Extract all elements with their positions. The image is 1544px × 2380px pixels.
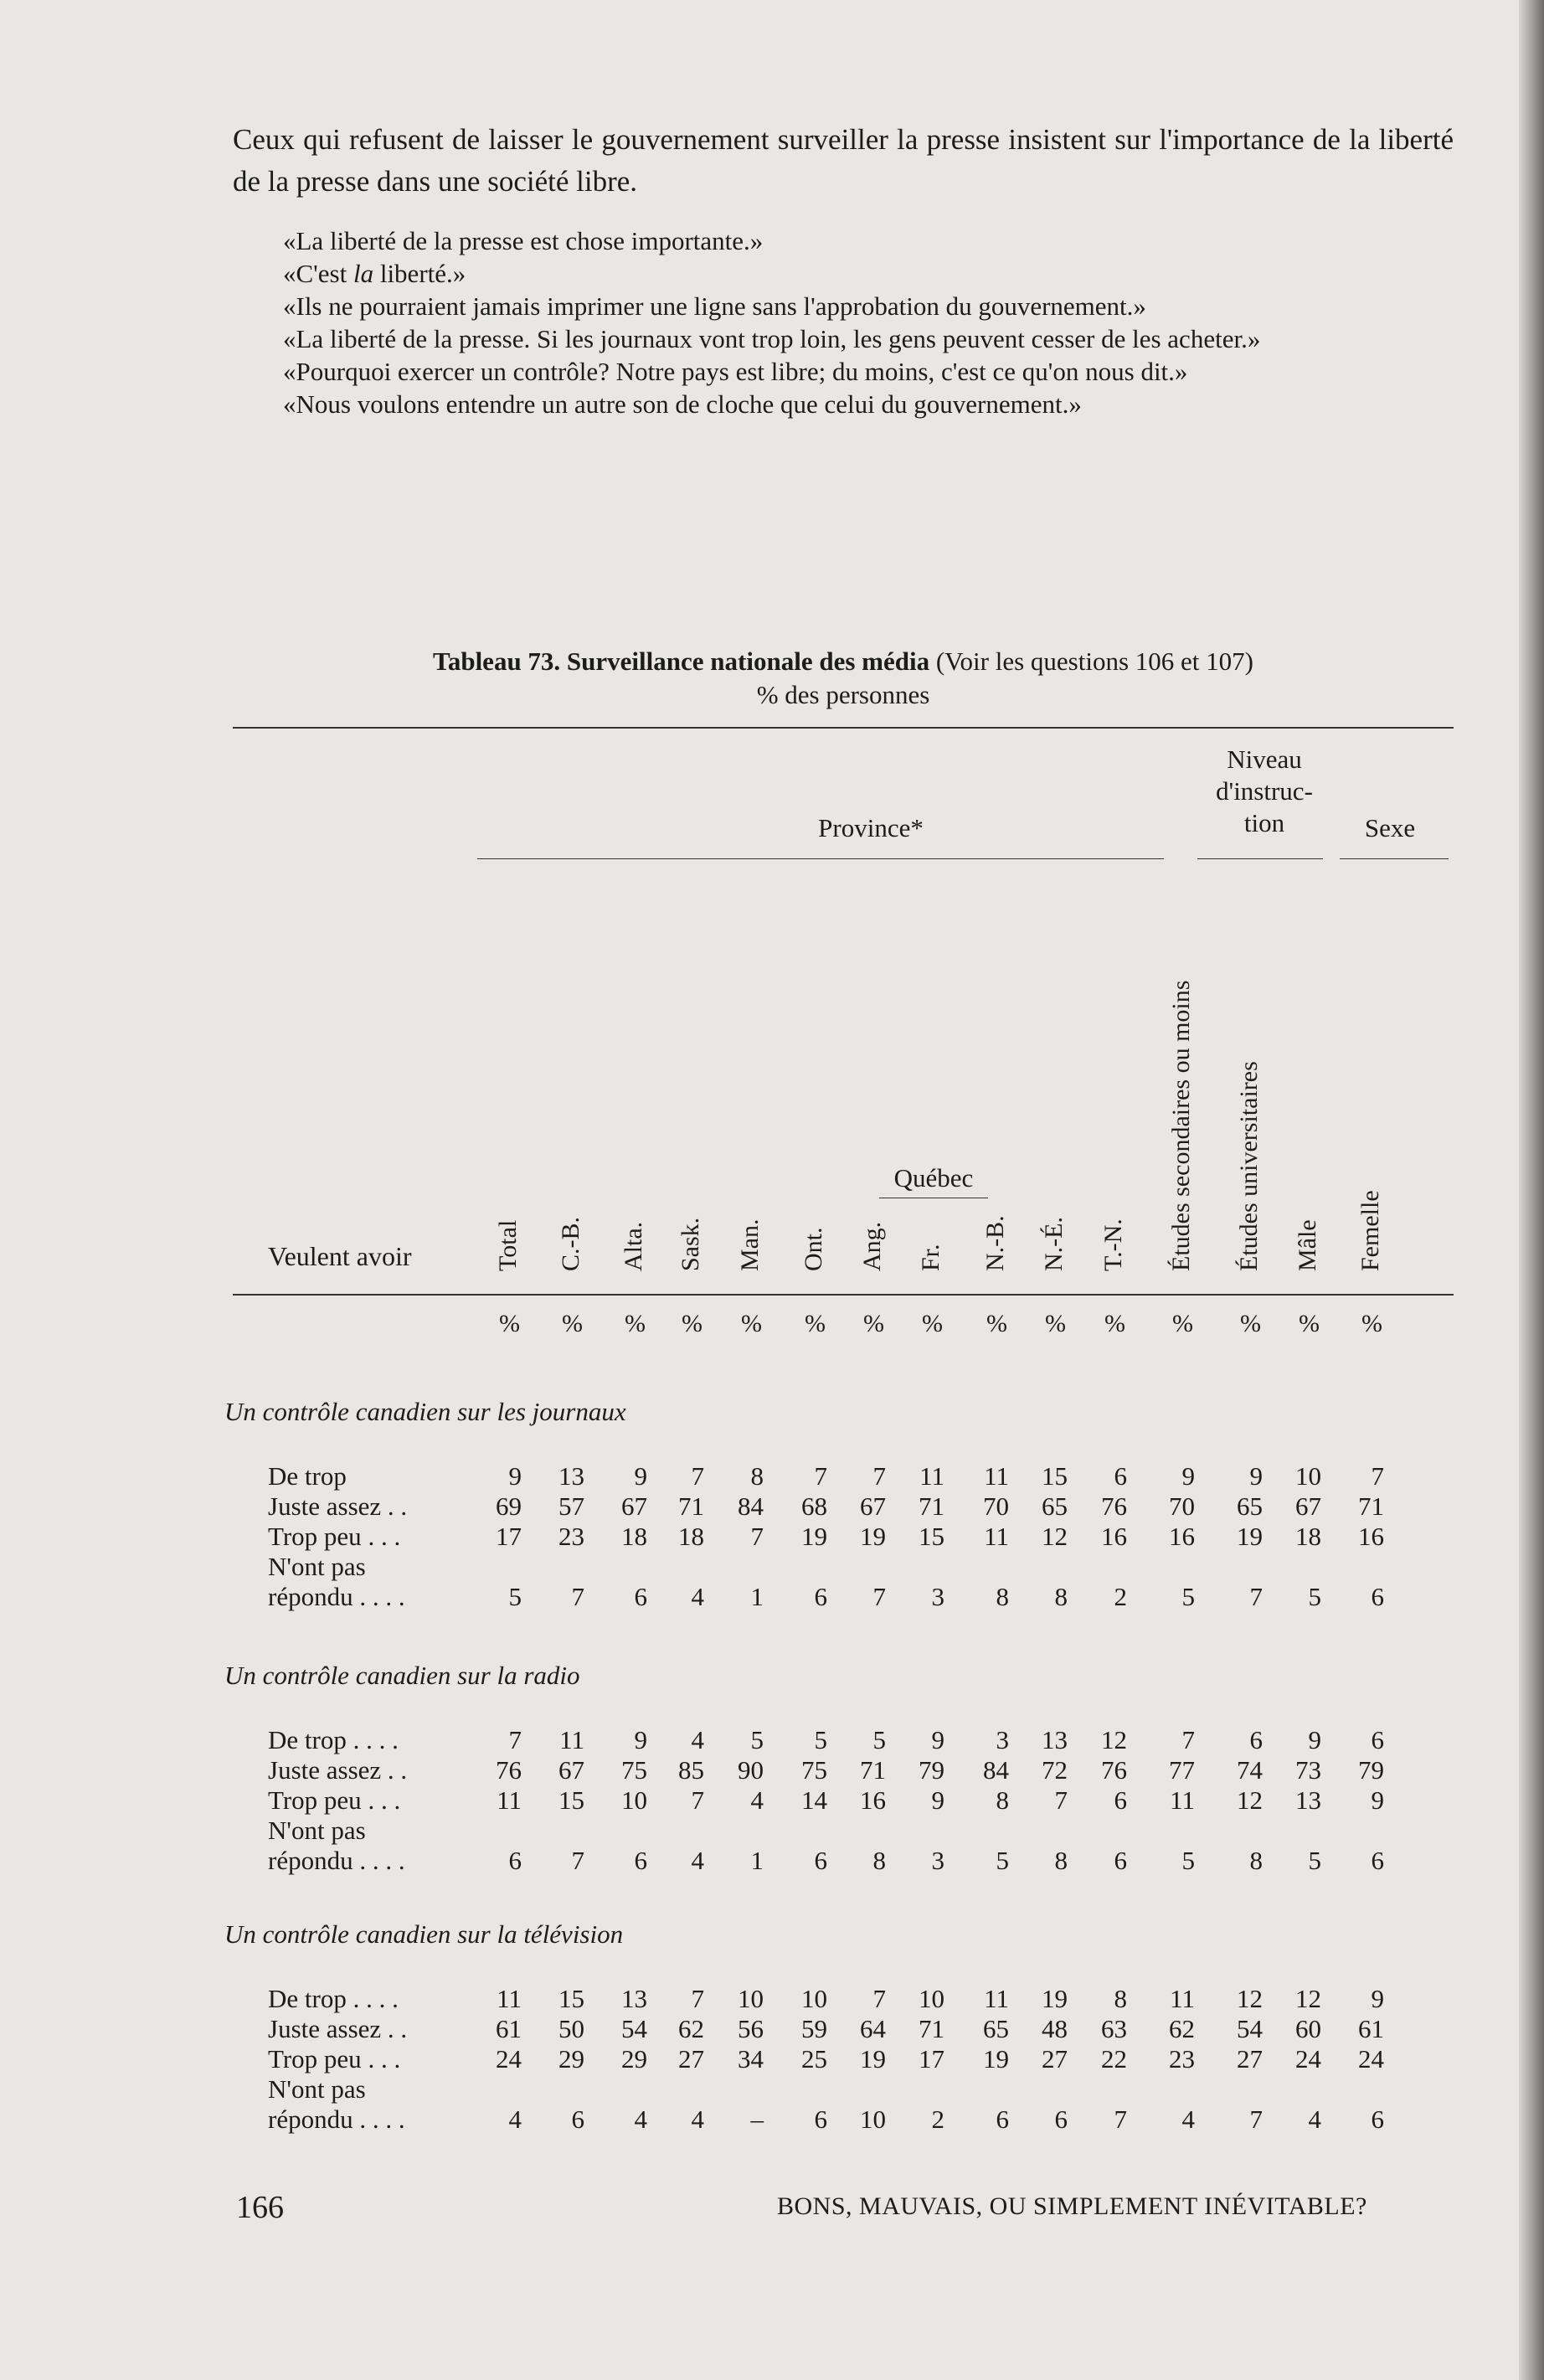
table-cell: 56 bbox=[738, 2014, 764, 2043]
row-label-dots: . . . bbox=[361, 1522, 401, 1551]
table-cell: 34 bbox=[738, 2044, 764, 2073]
section-title: Un contrôle canadien sur la radio bbox=[224, 1661, 580, 1690]
table-cell: 72 bbox=[1042, 1755, 1068, 1785]
row-label-text: De trop bbox=[268, 1725, 347, 1754]
table-cell: 13 bbox=[558, 1461, 584, 1491]
row-label bbox=[268, 1816, 366, 1846]
table-cell: 3 bbox=[996, 1725, 1009, 1754]
table-cell: 11 bbox=[984, 1522, 1009, 1551]
table-cell: 10 bbox=[738, 1984, 764, 2013]
table-cell: 90 bbox=[738, 1755, 764, 1785]
percent-sign: % bbox=[741, 1310, 762, 1337]
table-cell: 9 bbox=[1308, 1725, 1321, 1754]
table-cell: 5 bbox=[1308, 1582, 1321, 1611]
percent-sign: % bbox=[1045, 1310, 1066, 1337]
table-cell: 11 bbox=[1170, 1785, 1195, 1815]
table-cell: 76 bbox=[1101, 1755, 1127, 1785]
row-label bbox=[268, 1785, 400, 1816]
column-header: Total bbox=[494, 1219, 522, 1271]
table-cell: 71 bbox=[1358, 1491, 1384, 1521]
table-cell: 6 bbox=[508, 1846, 522, 1875]
intro-paragraph: Ceux qui refusent de laisser le gouvernement surveiller la presse insistent sur l'importance de la liberté de la presse dans une société libre. bbox=[233, 123, 1454, 198]
sex-group-header: Sexe bbox=[1364, 813, 1416, 842]
table-cell: 19 bbox=[1042, 1984, 1068, 2013]
table-cell: 5 bbox=[814, 1725, 827, 1754]
section-title: Un contrôle canadien sur les journaux bbox=[224, 1397, 626, 1426]
table-cell: 17 bbox=[496, 1522, 522, 1551]
row-label-text: De trop bbox=[268, 1461, 347, 1491]
table-cell: 67 bbox=[860, 1491, 886, 1521]
row-label-dots: . . . . bbox=[353, 1582, 405, 1611]
table-cell: 15 bbox=[558, 1785, 584, 1815]
table-cell: 11 bbox=[559, 1725, 584, 1754]
table-cell: 1 bbox=[750, 1582, 764, 1611]
table-cell: 11 bbox=[497, 1785, 522, 1815]
row-label-text: répondu bbox=[268, 2104, 353, 2134]
table-cell: 9 bbox=[1371, 1785, 1384, 1815]
table-cell: 29 bbox=[621, 2044, 647, 2073]
row-label bbox=[268, 2104, 405, 2135]
row-label bbox=[268, 1491, 407, 1522]
table-cell: 67 bbox=[558, 1755, 584, 1785]
table-title: Tableau 73. Surveillance nationale des média bbox=[433, 647, 930, 676]
table-cell: 4 bbox=[508, 2104, 522, 2134]
table-cell: 8 bbox=[1249, 1846, 1263, 1875]
table-cell: 9 bbox=[1249, 1461, 1263, 1491]
table-cell: 4 bbox=[691, 1582, 704, 1611]
table-cell: 70 bbox=[1169, 1491, 1195, 1521]
percent-sign: % bbox=[682, 1310, 703, 1337]
row-label-text: De trop bbox=[268, 1984, 347, 2013]
table-cell: 13 bbox=[1295, 1785, 1321, 1815]
table-cell: 25 bbox=[801, 2044, 827, 2073]
table-cell: 10 bbox=[621, 1785, 647, 1815]
table-cell: 8 bbox=[1114, 1984, 1127, 2013]
table-cell: 3 bbox=[931, 1846, 944, 1875]
table-cell: 4 bbox=[691, 1725, 704, 1754]
table-cell: 75 bbox=[801, 1755, 827, 1785]
table-cell: 9 bbox=[1371, 1984, 1384, 2013]
row-label-text: N'ont pas bbox=[268, 1816, 366, 1845]
table-cell: 16 bbox=[1169, 1522, 1195, 1551]
page-number: 166 bbox=[236, 2190, 284, 2225]
table-cell: 9 bbox=[1181, 1461, 1195, 1491]
table-cell: 6 bbox=[1114, 1785, 1127, 1815]
row-label-text: Trop peu bbox=[268, 2044, 362, 2073]
table-cell: 4 bbox=[691, 2104, 704, 2134]
table-cell: 79 bbox=[1358, 1755, 1384, 1785]
table-cell: 9 bbox=[634, 1461, 647, 1491]
table-cell: 5 bbox=[996, 1846, 1009, 1875]
table-cell: 5 bbox=[750, 1725, 764, 1754]
row-label-text: répondu bbox=[268, 1582, 353, 1611]
row-label bbox=[268, 1552, 366, 1582]
education-header-line2: d'instruc- bbox=[1216, 776, 1313, 806]
table-cell: 16 bbox=[1358, 1522, 1384, 1551]
table-cell: 62 bbox=[678, 2014, 704, 2043]
table-cell: 74 bbox=[1237, 1755, 1263, 1785]
table-cell: 27 bbox=[678, 2044, 704, 2073]
table-cell: 17 bbox=[919, 2044, 944, 2073]
table-cell: 8 bbox=[750, 1461, 764, 1491]
table-cell: 7 bbox=[814, 1461, 827, 1491]
table-cell: 67 bbox=[1295, 1491, 1321, 1521]
percent-sign: % bbox=[1240, 1310, 1261, 1337]
table-cell: 6 bbox=[1371, 2104, 1384, 2134]
row-label-dots: . . . bbox=[361, 2044, 401, 2073]
table-cell: 8 bbox=[996, 1785, 1009, 1815]
percent-sign: % bbox=[1104, 1310, 1125, 1337]
table-subtitle: % des personnes bbox=[756, 680, 930, 709]
table-cell: 76 bbox=[1101, 1491, 1127, 1521]
quote-1: «La liberté de la presse est chose importante.» bbox=[283, 226, 764, 255]
row-label-text: Juste assez bbox=[268, 1755, 382, 1785]
quebec-group-header: Québec bbox=[893, 1163, 974, 1193]
row-label-text: répondu bbox=[268, 1846, 353, 1875]
table-cell: 54 bbox=[1237, 2014, 1263, 2043]
table-cell: 7 bbox=[1249, 1582, 1263, 1611]
table-cell: 7 bbox=[750, 1522, 764, 1551]
table-cell: 7 bbox=[691, 1461, 704, 1491]
row-label-text: Juste assez bbox=[268, 1491, 382, 1521]
table-cell: 16 bbox=[860, 1785, 886, 1815]
row-label-dots: . . . bbox=[361, 1785, 401, 1815]
table-cell: 10 bbox=[801, 1984, 827, 2013]
table-cell: 73 bbox=[1295, 1755, 1321, 1785]
table-cell: 48 bbox=[1042, 2014, 1068, 2043]
table-cell: 7 bbox=[691, 1984, 704, 2013]
running-title: BONS, MAUVAIS, OU SIMPLEMENT INÉVITABLE? bbox=[777, 2192, 1367, 2220]
table-cell: 7 bbox=[508, 1725, 522, 1754]
table-cell: 19 bbox=[860, 1522, 886, 1551]
percent-sign: % bbox=[1172, 1310, 1193, 1337]
row-label bbox=[268, 1725, 399, 1755]
row-label-text: Trop peu bbox=[268, 1522, 362, 1551]
table-cell: 8 bbox=[872, 1846, 886, 1875]
table-cell: 6 bbox=[571, 2104, 584, 2134]
table-cell: 65 bbox=[983, 2014, 1009, 2043]
row-label-text: N'ont pas bbox=[268, 2074, 366, 2104]
table-cell: 5 bbox=[1181, 1846, 1195, 1875]
table-cell: 7 bbox=[872, 1461, 886, 1491]
quote-2: «C'est la liberté.» bbox=[283, 259, 466, 288]
table-cell: 50 bbox=[558, 2014, 584, 2043]
table-cell: 57 bbox=[558, 1491, 584, 1521]
table-cell: 6 bbox=[1054, 2104, 1068, 2134]
table-cell: 11 bbox=[497, 1984, 522, 2013]
percent-sign: % bbox=[1361, 1310, 1382, 1337]
table-cell: 7 bbox=[1371, 1461, 1384, 1491]
table-cell: 84 bbox=[983, 1755, 1009, 1785]
table-cell: 7 bbox=[1181, 1725, 1195, 1754]
row-label bbox=[268, 2014, 407, 2044]
table-cell: 63 bbox=[1101, 2014, 1127, 2043]
table-title-note: (Voir les questions 106 et 107) bbox=[935, 647, 1253, 676]
table-cell: 12 bbox=[1237, 1785, 1263, 1815]
percent-sign: % bbox=[805, 1310, 826, 1337]
table-cell: 16 bbox=[1101, 1522, 1127, 1551]
column-header: Études secondaires ou moins bbox=[1167, 980, 1195, 1271]
table-cell: 9 bbox=[931, 1725, 944, 1754]
table-cell: 27 bbox=[1237, 2044, 1263, 2073]
percent-sign: % bbox=[922, 1310, 943, 1337]
column-header: Man. bbox=[736, 1218, 764, 1271]
table-cell: 29 bbox=[558, 2044, 584, 2073]
table-cell: 71 bbox=[919, 2014, 944, 2043]
province-group-header: Province* bbox=[818, 813, 924, 842]
table-cell: 4 bbox=[750, 1785, 764, 1815]
row-label bbox=[268, 1461, 347, 1491]
row-label bbox=[268, 1582, 405, 1612]
column-header: N.-É. bbox=[1040, 1217, 1068, 1271]
table-header-rule bbox=[233, 1294, 1454, 1296]
table-cell: 14 bbox=[801, 1785, 827, 1815]
table-cell: 84 bbox=[738, 1491, 764, 1521]
row-label bbox=[268, 2044, 400, 2074]
table-cell: 6 bbox=[634, 1582, 647, 1611]
province-group-rule bbox=[477, 858, 1164, 859]
row-label-text: Juste assez bbox=[268, 2014, 382, 2043]
column-header: Sask. bbox=[677, 1217, 704, 1271]
table-cell: 65 bbox=[1042, 1491, 1068, 1521]
percent-sign: % bbox=[1299, 1310, 1320, 1337]
table-cell: 22 bbox=[1101, 2044, 1127, 2073]
table-cell: 7 bbox=[1114, 2104, 1127, 2134]
quote-3: «Ils ne pourraient jamais imprimer une ligne sans l'approbation du gouvernement.» bbox=[283, 291, 1146, 321]
table-cell: 6 bbox=[634, 1846, 647, 1875]
table-cell: 9 bbox=[931, 1785, 944, 1815]
table-cell: 4 bbox=[634, 2104, 647, 2134]
row-label bbox=[268, 1846, 405, 1876]
table-cell: 6 bbox=[814, 1846, 827, 1875]
quotes-block bbox=[283, 224, 1372, 420]
table-cell: 12 bbox=[1101, 1725, 1127, 1754]
row-label-dots: . . bbox=[381, 2014, 408, 2043]
table-cell: 5 bbox=[508, 1582, 522, 1611]
table-cell: 19 bbox=[801, 1522, 827, 1551]
row-label-text: Trop peu bbox=[268, 1785, 362, 1815]
table-cell: 5 bbox=[1181, 1582, 1195, 1611]
quote-4: «La liberté de la presse. Si les journaux vont trop loin, les gens peuvent cesser de les acheter.» bbox=[283, 324, 1261, 353]
row-header: Veulent avoir bbox=[268, 1241, 412, 1271]
table-cell: 12 bbox=[1295, 1984, 1321, 2013]
row-label bbox=[268, 1984, 399, 2014]
table-cell: 12 bbox=[1042, 1522, 1068, 1551]
table-cell: 6 bbox=[1249, 1725, 1263, 1754]
sex-group-rule bbox=[1340, 858, 1449, 859]
table-cell: 10 bbox=[919, 1984, 944, 2013]
table-cell: 65 bbox=[1237, 1491, 1263, 1521]
table-cell: 85 bbox=[678, 1755, 704, 1785]
table-cell: 7 bbox=[571, 1846, 584, 1875]
table-top-rule bbox=[233, 727, 1454, 729]
table-cell: 18 bbox=[678, 1522, 704, 1551]
row-label-dots: . . . . bbox=[353, 2104, 405, 2134]
row-label bbox=[268, 1522, 400, 1552]
row-label-dots: . . bbox=[381, 1491, 408, 1521]
quote-6: «Nous voulons entendre un autre son de cloche que celui du gouvernement.» bbox=[283, 389, 1082, 419]
table-cell: 1 bbox=[750, 1846, 764, 1875]
percent-sign: % bbox=[499, 1310, 520, 1337]
education-header-line1: Niveau bbox=[1227, 744, 1302, 774]
table-cell: 19 bbox=[860, 2044, 886, 2073]
table-cell: 5 bbox=[872, 1725, 886, 1754]
table-cell: – bbox=[750, 2104, 764, 2134]
table-caption bbox=[233, 645, 1454, 712]
table-cell: 7 bbox=[1054, 1785, 1068, 1815]
table-cell: 15 bbox=[919, 1522, 944, 1551]
row-label bbox=[268, 2074, 366, 2104]
table-cell: 10 bbox=[860, 2104, 886, 2134]
table-cell: 7 bbox=[571, 1582, 584, 1611]
row-label-dots: . . . . bbox=[346, 1984, 399, 2013]
education-group-header bbox=[1181, 744, 1348, 839]
table-cell: 8 bbox=[1054, 1846, 1068, 1875]
table-cell: 24 bbox=[1295, 2044, 1321, 2073]
column-header: T.-N. bbox=[1099, 1218, 1127, 1271]
table-cell: 3 bbox=[931, 1582, 944, 1611]
table-cell: 19 bbox=[983, 2044, 1009, 2073]
table-cell: 11 bbox=[919, 1461, 944, 1491]
column-header: Études universitaires bbox=[1235, 1061, 1263, 1271]
table-cell: 75 bbox=[621, 1755, 647, 1785]
section-title: Un contrôle canadien sur la télévision bbox=[224, 1919, 624, 1949]
table-cell: 60 bbox=[1295, 2014, 1321, 2043]
table-cell: 15 bbox=[558, 1984, 584, 2013]
table-cell: 7 bbox=[691, 1785, 704, 1815]
table-cell: 61 bbox=[496, 2014, 522, 2043]
column-header: Fr. bbox=[917, 1244, 944, 1271]
percent-sign: % bbox=[625, 1310, 646, 1337]
table-cell: 76 bbox=[496, 1755, 522, 1785]
table-cell: 6 bbox=[1371, 1846, 1384, 1875]
column-header: Ont. bbox=[800, 1227, 827, 1271]
table-cell: 77 bbox=[1169, 1755, 1195, 1785]
table-cell: 71 bbox=[860, 1755, 886, 1785]
table-cell: 6 bbox=[996, 2104, 1009, 2134]
table-cell: 12 bbox=[1237, 1984, 1263, 2013]
page-edge-shadow bbox=[1519, 0, 1544, 2380]
table-cell: 4 bbox=[1308, 2104, 1321, 2134]
table-cell: 79 bbox=[919, 1755, 944, 1785]
table-cell: 23 bbox=[1169, 2044, 1195, 2073]
table-cell: 23 bbox=[558, 1522, 584, 1551]
table-cell: 71 bbox=[678, 1491, 704, 1521]
table-cell: 6 bbox=[1371, 1725, 1384, 1754]
table-cell: 7 bbox=[1249, 2104, 1263, 2134]
table-cell: 67 bbox=[621, 1491, 647, 1521]
row-label bbox=[268, 1755, 407, 1785]
table-cell: 27 bbox=[1042, 2044, 1068, 2073]
table-cell: 71 bbox=[919, 1491, 944, 1521]
column-header: C.-B. bbox=[557, 1216, 584, 1271]
table-cell: 15 bbox=[1042, 1461, 1068, 1491]
table-cell: 69 bbox=[496, 1491, 522, 1521]
table-cell: 6 bbox=[1371, 1582, 1384, 1611]
column-header: Femelle bbox=[1356, 1190, 1384, 1271]
table-cell: 10 bbox=[1295, 1461, 1321, 1491]
table-cell: 62 bbox=[1169, 2014, 1195, 2043]
table-cell: 6 bbox=[814, 2104, 827, 2134]
column-header: Ang. bbox=[858, 1221, 886, 1271]
table-cell: 9 bbox=[634, 1725, 647, 1754]
table-cell: 6 bbox=[1114, 1461, 1127, 1491]
row-label-text: N'ont pas bbox=[268, 1552, 366, 1581]
table-cell: 8 bbox=[1054, 1582, 1068, 1611]
percent-sign: % bbox=[986, 1310, 1007, 1337]
table-cell: 11 bbox=[984, 1984, 1009, 2013]
table-cell: 59 bbox=[801, 2014, 827, 2043]
table-cell: 8 bbox=[996, 1582, 1009, 1611]
table-cell: 24 bbox=[1358, 2044, 1384, 2073]
column-header: N.-B. bbox=[981, 1215, 1009, 1271]
table-cell: 6 bbox=[814, 1582, 827, 1611]
table-cell: 18 bbox=[621, 1522, 647, 1551]
row-label-dots: . . . . bbox=[346, 1725, 399, 1754]
table-cell: 7 bbox=[872, 1582, 886, 1611]
table-cell: 4 bbox=[691, 1846, 704, 1875]
table-cell: 6 bbox=[1114, 1846, 1127, 1875]
table-cell: 9 bbox=[508, 1461, 522, 1491]
column-header: Alta. bbox=[620, 1221, 647, 1271]
row-label-dots: . . . . bbox=[353, 1846, 405, 1875]
table-cell: 19 bbox=[1237, 1522, 1263, 1551]
table-cell: 13 bbox=[1042, 1725, 1068, 1754]
table-cell: 2 bbox=[1114, 1582, 1127, 1611]
table-cell: 18 bbox=[1295, 1522, 1321, 1551]
table-cell: 24 bbox=[496, 2044, 522, 2073]
percent-sign: % bbox=[863, 1310, 884, 1337]
table-cell: 13 bbox=[621, 1984, 647, 2013]
table-cell: 5 bbox=[1308, 1846, 1321, 1875]
table-cell: 70 bbox=[983, 1491, 1009, 1521]
education-group-rule bbox=[1197, 858, 1323, 859]
table-cell: 54 bbox=[621, 2014, 647, 2043]
table-cell: 7 bbox=[872, 1984, 886, 2013]
row-label-dots: . . bbox=[381, 1755, 408, 1785]
table-cell: 11 bbox=[1170, 1984, 1195, 2013]
table-cell: 61 bbox=[1358, 2014, 1384, 2043]
table-cell: 4 bbox=[1181, 2104, 1195, 2134]
percent-sign: % bbox=[562, 1310, 583, 1337]
column-header: Mâle bbox=[1294, 1219, 1321, 1271]
education-header-line3: tion bbox=[1243, 808, 1285, 837]
table-cell: 2 bbox=[931, 2104, 944, 2134]
table-cell: 64 bbox=[860, 2014, 886, 2043]
quote-5: «Pourquoi exercer un contrôle? Notre pays est libre; du moins, c'est ce qu'on nous dit.» bbox=[283, 357, 1188, 386]
table-cell: 11 bbox=[984, 1461, 1009, 1491]
table-cell: 68 bbox=[801, 1491, 827, 1521]
